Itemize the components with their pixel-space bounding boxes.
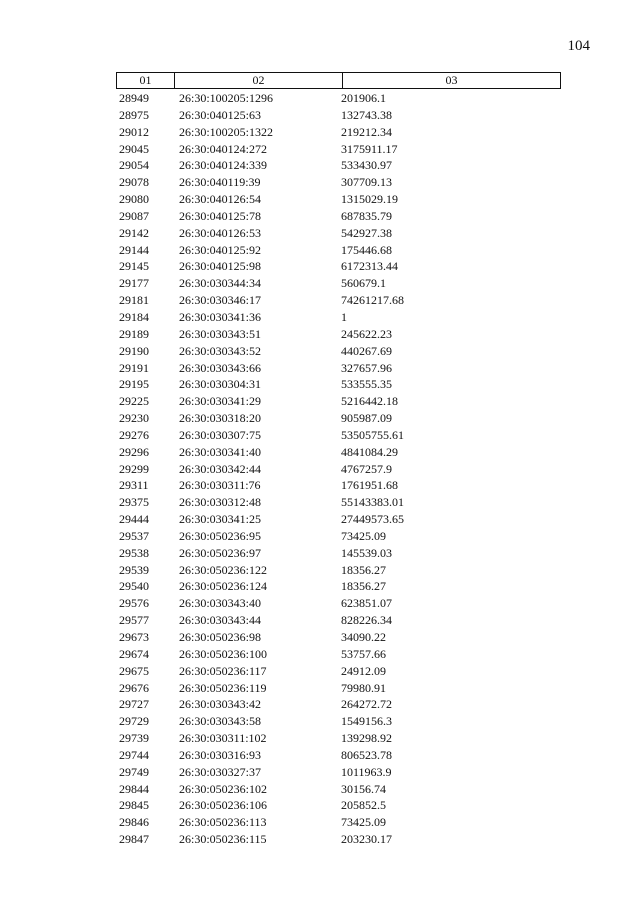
table-cell-03: 533555.35 xyxy=(341,377,392,392)
table-row xyxy=(116,663,561,680)
header-col-01: 01 xyxy=(117,73,175,88)
table-cell-02: 26:30:040126:53 xyxy=(179,225,262,240)
table-cell-03: 24912.09 xyxy=(341,663,386,678)
table-row xyxy=(116,461,561,478)
table-cell-01: 29845 xyxy=(119,798,149,813)
table-cell-01: 29538 xyxy=(119,545,149,560)
table-cell-03: 34090.22 xyxy=(341,630,386,644)
table-cell-02: 26:30:030311:102 xyxy=(179,731,267,746)
table-row xyxy=(116,646,561,663)
table-cell-01: 29184 xyxy=(119,309,149,324)
table-cell-01: 29177 xyxy=(119,276,149,291)
table-cell-02: 26:30:030318:20 xyxy=(179,411,262,426)
table-row xyxy=(116,208,561,225)
table-cell-03: 139298.92 xyxy=(341,731,392,746)
table-cell-03: 55143383.01 xyxy=(341,495,404,510)
table-cell-03: 6172313.44 xyxy=(341,259,398,274)
table-cell-02: 26:30:100205:1296 xyxy=(179,91,274,105)
table-row xyxy=(116,528,561,545)
table-cell-01: 29676 xyxy=(119,680,149,695)
table-cell-02: 26:30:040125:92 xyxy=(179,242,262,257)
table-cell-03: 828226.34 xyxy=(341,613,392,628)
data-table xyxy=(116,72,561,848)
table-cell-02: 26:30:030327:37 xyxy=(179,764,262,779)
table-row xyxy=(116,141,561,158)
table-body xyxy=(116,90,561,848)
table-cell-02: 26:30:040125:78 xyxy=(179,208,262,223)
table-row xyxy=(116,309,561,326)
table-cell-02: 26:30:030343:66 xyxy=(179,360,262,375)
table-cell-03: 219212.34 xyxy=(341,124,392,139)
table-cell-03: 1011963.9 xyxy=(341,764,392,779)
table-cell-01: 29078 xyxy=(119,175,149,190)
table-row xyxy=(116,696,561,713)
table-cell-02: 26:30:030312:48 xyxy=(179,495,262,510)
table-cell-03: 1549156.3 xyxy=(341,714,392,729)
table-cell-03: 327657.96 xyxy=(341,360,392,375)
table-row xyxy=(116,107,561,124)
table-cell-01: 29311 xyxy=(119,478,149,493)
table-row xyxy=(116,157,561,174)
table-cell-03: 30156.74 xyxy=(341,781,386,796)
table-header xyxy=(116,72,561,89)
table-row xyxy=(116,562,561,579)
table-cell-03: 18356.27 xyxy=(341,579,386,594)
table-row xyxy=(116,427,561,444)
table-cell-02: 26:30:030341:40 xyxy=(179,444,262,459)
table-row xyxy=(116,360,561,377)
table-cell-03: 53505755.61 xyxy=(341,427,404,442)
table-cell-02: 26:30:030341:36 xyxy=(179,309,262,324)
table-cell-02: 26:30:030343:42 xyxy=(179,697,262,712)
table-row xyxy=(116,410,561,427)
table-cell-03: 74261217.68 xyxy=(341,293,404,308)
table-cell-01: 29191 xyxy=(119,360,149,375)
table-row xyxy=(116,595,561,612)
table-cell-03: 201906.1 xyxy=(341,91,386,105)
table-cell-01: 29145 xyxy=(119,259,149,274)
table-cell-01: 29537 xyxy=(119,528,149,543)
table-cell-03: 307709.13 xyxy=(341,175,392,190)
table-cell-03: 5216442.18 xyxy=(341,394,398,409)
header-col-02: 02 xyxy=(175,73,343,88)
table-row xyxy=(116,258,561,275)
table-cell-02: 26:30:040125:98 xyxy=(179,259,262,274)
table-cell-01: 28949 xyxy=(119,91,149,105)
table-cell-01: 29225 xyxy=(119,394,149,409)
table-cell-01: 29195 xyxy=(119,377,149,392)
table-cell-02: 26:30:050236:124 xyxy=(179,579,268,594)
table-row xyxy=(116,444,561,461)
table-cell-01: 29847 xyxy=(119,832,149,847)
table-cell-01: 29054 xyxy=(119,158,149,173)
table-cell-01: 29080 xyxy=(119,192,149,207)
table-row xyxy=(116,174,561,191)
table-cell-03: 79980.91 xyxy=(341,680,386,695)
table-row xyxy=(116,225,561,242)
table-row xyxy=(116,730,561,747)
table-cell-02: 26:30:030344:34 xyxy=(179,276,262,291)
table-row xyxy=(116,612,561,629)
table-cell-02: 26:30:050236:119 xyxy=(179,680,267,695)
table-cell-03: 440267.69 xyxy=(341,343,392,358)
table-cell-03: 1315029.19 xyxy=(341,192,398,207)
table-cell-01: 29844 xyxy=(119,781,149,796)
table-cell-01: 29190 xyxy=(119,343,149,358)
table-row xyxy=(116,343,561,360)
table-cell-02: 26:30:040124:272 xyxy=(179,141,268,156)
table-row xyxy=(116,326,561,343)
table-cell-03: 4767257.9 xyxy=(341,461,392,476)
table-cell-03: 73425.09 xyxy=(341,528,386,543)
table-row xyxy=(116,393,561,410)
table-cell-01: 28975 xyxy=(119,107,149,122)
table-row xyxy=(116,124,561,141)
table-row xyxy=(116,713,561,730)
table-cell-03: 3175911.17 xyxy=(341,141,398,156)
table-row xyxy=(116,275,561,292)
table-cell-02: 26:30:030311:76 xyxy=(179,478,261,493)
table-cell-02: 26:30:050236:117 xyxy=(179,663,267,678)
table-cell-02: 26:30:040119:39 xyxy=(179,175,261,190)
table-cell-01: 29540 xyxy=(119,579,149,594)
table-cell-02: 26:30:030341:25 xyxy=(179,512,262,527)
table-cell-02: 26:30:050236:106 xyxy=(179,798,268,813)
table-cell-02: 26:30:030307:75 xyxy=(179,427,262,442)
table-row xyxy=(116,747,561,764)
table-cell-01: 29744 xyxy=(119,747,149,762)
table-cell-01: 29144 xyxy=(119,242,149,257)
table-cell-03: 623851.07 xyxy=(341,596,392,611)
table-cell-02: 26:30:030343:58 xyxy=(179,714,262,729)
table-cell-01: 29045 xyxy=(119,141,149,156)
table-cell-03: 73425.09 xyxy=(341,815,386,830)
table-cell-01: 29539 xyxy=(119,562,149,577)
table-cell-01: 29142 xyxy=(119,225,149,240)
table-cell-03: 145539.03 xyxy=(341,545,392,560)
table-cell-01: 29739 xyxy=(119,731,149,746)
table-row xyxy=(116,494,561,511)
table-row xyxy=(116,797,561,814)
table-cell-02: 26:30:030343:52 xyxy=(179,343,262,358)
table-row xyxy=(116,831,561,848)
table-row xyxy=(116,292,561,309)
table-cell-01: 29230 xyxy=(119,411,149,426)
table-cell-03: 687835.79 xyxy=(341,208,392,223)
table-cell-02: 26:30:050236:115 xyxy=(179,832,267,847)
table-cell-03: 53757.66 xyxy=(341,646,386,661)
table-row xyxy=(116,477,561,494)
table-cell-03: 542927.38 xyxy=(341,225,392,240)
table-cell-03: 203230.17 xyxy=(341,832,392,847)
table-cell-01: 29673 xyxy=(119,630,149,644)
table-cell-03: 905987.09 xyxy=(341,411,392,426)
table-cell-03: 4841084.29 xyxy=(341,444,398,459)
table-row xyxy=(116,90,561,107)
table-cell-01: 29727 xyxy=(119,697,149,712)
table-cell-03: 1 xyxy=(341,309,347,324)
table-row xyxy=(116,191,561,208)
table-cell-01: 29729 xyxy=(119,714,149,729)
table-cell-02: 26:30:040126:54 xyxy=(179,192,262,207)
table-row xyxy=(116,680,561,697)
table-cell-01: 29846 xyxy=(119,815,149,830)
table-cell-01: 29299 xyxy=(119,461,149,476)
table-cell-02: 26:30:030343:40 xyxy=(179,596,262,611)
table-cell-01: 29189 xyxy=(119,326,149,341)
table-cell-01: 29375 xyxy=(119,495,149,510)
table-cell-01: 29276 xyxy=(119,427,149,442)
page-number: 104 xyxy=(567,38,590,54)
table-row xyxy=(116,578,561,595)
table-cell-02: 26:30:100205:1322 xyxy=(179,124,274,139)
table-row xyxy=(116,764,561,781)
table-cell-03: 264272.72 xyxy=(341,697,392,712)
table-cell-01: 29181 xyxy=(119,293,149,308)
table-row xyxy=(116,781,561,798)
table-cell-02: 26:30:030342:44 xyxy=(179,461,262,476)
table-cell-03: 175446.68 xyxy=(341,242,392,257)
table-cell-03: 205852.5 xyxy=(341,798,386,813)
table-cell-01: 29576 xyxy=(119,596,149,611)
table-cell-03: 533430.97 xyxy=(341,158,392,173)
table-cell-02: 26:30:050236:122 xyxy=(179,562,268,577)
table-cell-01: 29296 xyxy=(119,444,149,459)
table-row xyxy=(116,376,561,393)
table-cell-02: 26:30:030316:93 xyxy=(179,747,262,762)
table-cell-01: 29674 xyxy=(119,646,149,661)
table-cell-02: 26:30:050236:113 xyxy=(179,815,267,830)
table-cell-02: 26:30:030343:51 xyxy=(179,326,262,341)
table-cell-03: 132743.38 xyxy=(341,107,392,122)
table-cell-03: 560679.1 xyxy=(341,276,386,291)
table-cell-03: 18356.27 xyxy=(341,562,386,577)
header-col-03: 03 xyxy=(445,73,458,87)
table-cell-01: 29577 xyxy=(119,613,149,628)
table-cell-02: 26:30:050236:98 xyxy=(179,630,262,644)
table-cell-02: 26:30:030346:17 xyxy=(179,293,262,308)
table-cell-02: 26:30:050236:100 xyxy=(179,646,268,661)
table-row xyxy=(116,814,561,831)
table-cell-02: 26:30:030304:31 xyxy=(179,377,262,392)
table-cell-01: 29749 xyxy=(119,764,149,779)
table-cell-02: 26:30:050236:97 xyxy=(179,545,262,560)
table-row xyxy=(116,511,561,528)
table-cell-02: 26:30:050236:102 xyxy=(179,781,268,796)
table-cell-01: 29444 xyxy=(119,512,149,527)
table-cell-01: 29675 xyxy=(119,663,149,678)
table-row xyxy=(116,545,561,562)
table-cell-02: 26:30:040125:63 xyxy=(179,107,262,122)
table-cell-02: 26:30:050236:95 xyxy=(179,528,262,543)
table-cell-03: 245622.23 xyxy=(341,326,392,341)
table-cell-03: 27449573.65 xyxy=(341,512,404,527)
table-cell-03: 1761951.68 xyxy=(341,478,398,493)
table-cell-03: 806523.78 xyxy=(341,747,392,762)
table-cell-02: 26:30:030343:44 xyxy=(179,613,262,628)
table-row xyxy=(116,629,561,646)
table-cell-01: 29087 xyxy=(119,208,149,223)
table-cell-02: 26:30:040124:339 xyxy=(179,158,268,173)
table-cell-02: 26:30:030341:29 xyxy=(179,394,262,409)
table-cell-01: 29012 xyxy=(119,124,149,139)
table-row xyxy=(116,242,561,259)
